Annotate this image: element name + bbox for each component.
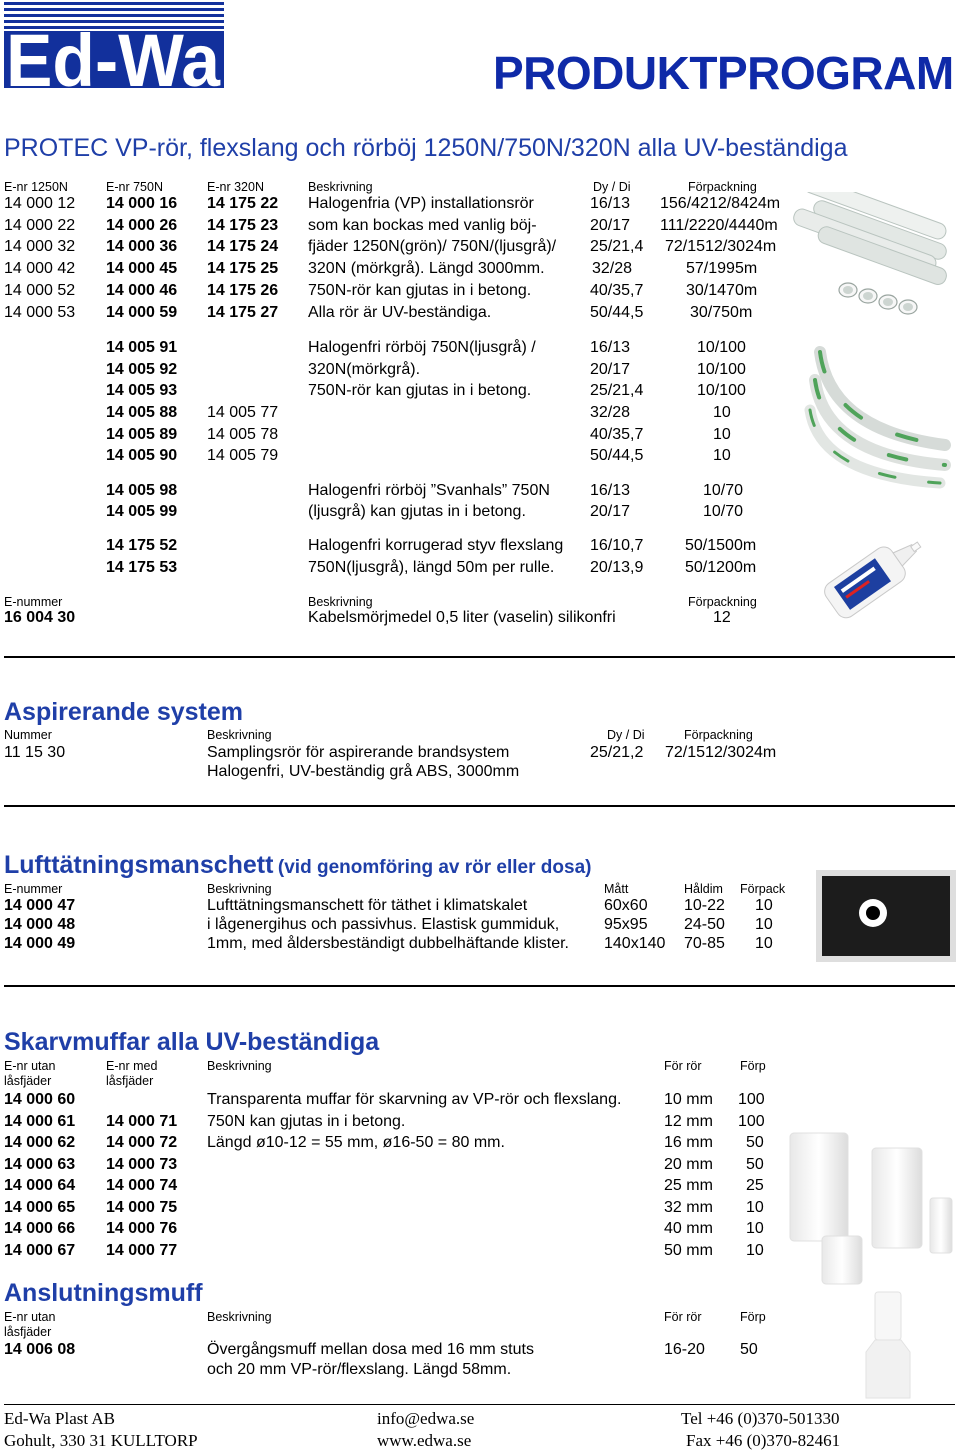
sealing-sleeve-image [816,870,956,962]
description: Halogenfri rörböj 750N(ljusgrå) / [308,339,536,356]
enr-320n: 14 175 25 [207,260,279,277]
for-pipe: 40 mm [664,1220,713,1237]
enr-750n: 14 000 59 [106,304,178,321]
footer-address: Gohult, 330 31 KULLTORP [4,1431,198,1450]
col-header: Förp [740,1310,766,1324]
size: 140x140 [604,935,666,952]
section-divider [4,985,955,987]
for-pipe: 25 mm [664,1177,713,1194]
enr-750n: 14 000 46 [106,282,178,299]
section-divider [4,805,955,807]
col-header: låsfjäder [4,1325,52,1339]
enr-with: 14 000 74 [106,1177,178,1194]
enr-without: 14 000 62 [4,1134,76,1151]
packaging: 12 [713,609,731,626]
enr-320n: 14 175 22 [207,195,279,212]
packaging: 10/100 [697,382,746,399]
enr-320n: 14 175 24 [207,238,279,255]
dimension: 40/35,7 [590,282,644,299]
col-header: Beskrivning [207,1059,272,1073]
packaging: 10 [713,447,731,464]
description: 750N-rör kan gjutas in i betong. [308,382,532,399]
hole-dimension: 70-85 [684,935,725,952]
enr-750n: 14 005 92 [106,361,178,378]
luft-section-heading [4,851,591,880]
dimension: 16/13 [590,339,631,356]
enr-1250n: 14 000 32 [4,238,76,255]
enr: 14 006 08 [4,1341,76,1358]
packaging: 10 [746,1242,764,1259]
col-header: E-nr utan [4,1059,56,1073]
col-header: Mått [604,882,629,896]
footer-fax: Fax +46 (0)370-82461 [686,1431,841,1450]
col-header: låsfjäder [106,1074,154,1088]
enr: 14 005 98 [106,482,178,499]
enr-1250n: 14 000 53 [4,304,76,321]
enr-1250n: 14 000 12 [4,195,76,212]
packaging: 10 [755,935,773,952]
svg-text:Ed-Wa: Ed-Wa [6,19,221,88]
footer-phone: Tel +46 (0)370-501330 [681,1409,840,1428]
description: Samplingsrör för aspirerande brandsystem [207,744,510,761]
size: 60x60 [604,897,648,914]
dimension: 25/21,2 [590,744,644,761]
enr: 14 005 99 [106,503,178,520]
skarv-section-title: Skarvmuffar alla UV-beständiga [4,1028,380,1056]
description: 750N-rör kan gjutas in i betong. [308,282,532,299]
enr-320n: 14 175 26 [207,282,279,299]
description-continued: och 20 mm VP-rör/flexslang. Längd 58mm. [207,1361,512,1378]
dimension: 25/21,4 [590,238,644,255]
for-pipe: 16 mm [664,1134,713,1151]
dimension: 32/28 [590,404,631,421]
description: 320N (mörkgrå). Längd 3000mm. [308,260,545,277]
col-header: Beskrivning [207,1310,272,1324]
section-divider [4,656,955,658]
for-pipe: 50 mm [664,1242,713,1259]
description: som kan bockas med vanlig böj- [308,217,537,234]
packaging: 100 [738,1113,765,1130]
enr-320n: 14 005 79 [207,447,279,464]
description: Halogenfri rörböj ”Svanhals” 750N [308,482,550,499]
col-header: Beskrivning [308,180,373,194]
packaging: 10 [713,404,731,421]
enr-without: 14 000 60 [4,1091,76,1108]
enr-with: 14 000 76 [106,1220,178,1237]
col-header: Beskrivning [207,728,272,742]
dimension: 20/17 [590,361,631,378]
enr-with: 14 000 75 [106,1199,178,1216]
enr-320n: 14 005 78 [207,426,279,443]
enr-without: 14 000 67 [4,1242,76,1259]
for-pipe: 12 mm [664,1113,713,1130]
dimension: 20/17 [590,217,631,234]
enr-1250n: 14 000 22 [4,217,76,234]
col-header: E-nr 750N [106,180,163,194]
col-header: För rör [664,1059,702,1073]
col-header: Förp [740,1059,766,1073]
col-header: E-nr med [106,1059,158,1073]
description: Transparenta muffar för skarvning av VP-rör och flexslang. [207,1091,622,1108]
enr-320n: 14 175 23 [207,217,279,234]
col-header: E-nummer [4,882,63,896]
packaging: 72/1512/3024m [665,744,777,761]
enr-750n: 14 005 93 [106,382,178,399]
col-header: E-nr utan [4,1310,56,1324]
adapter-sleeve-image [858,1290,918,1402]
enr-320n: 14 175 27 [207,304,279,321]
description: Övergångsmuff mellan dosa med 16 mm stuts [207,1341,534,1358]
packaging: 50 [746,1156,764,1173]
enr-without: 14 000 65 [4,1199,76,1216]
dimension: 50/44,5 [590,304,644,321]
enr-with: 14 000 72 [106,1134,178,1151]
enr-without: 14 000 61 [4,1113,76,1130]
packaging: 50 [740,1341,758,1358]
for-pipe: 20 mm [664,1156,713,1173]
dimension: 16/13 [590,195,631,212]
packaging: 25 [746,1177,764,1194]
enr-1250n: 14 000 42 [4,260,76,277]
col-header: Förpackning [688,595,757,609]
description: Lufttätningsmanschett för täthet i klimatskalet [207,897,528,914]
description: 750N(ljusgrå), längd 50m per rulle. [308,559,555,576]
packaging: 50/1500m [685,537,757,554]
col-header: låsfjäder [4,1074,52,1088]
packaging: 10/100 [697,361,746,378]
description-continued: Halogenfri, UV-beständig grå ABS, 3000mm [207,763,520,780]
enr: 14 000 48 [4,916,76,933]
packaging: 30/750m [690,304,753,321]
description: Halogenfri korrugerad styv flexslang [308,537,564,554]
enr-750n: 14 000 26 [106,217,178,234]
col-header: E-nummer [4,595,63,609]
description: 1mm, med åldersbeständigt dubbelhäftande klister. [207,935,569,952]
col-header: För rör [664,1310,702,1324]
description: Halogenfria (VP) installationsrör [308,195,534,212]
hole-dimension: 24-50 [684,916,725,933]
col-header: Dy / Di [593,180,631,194]
col-header: Håldim [684,882,723,896]
enr-750n: 14 000 36 [106,238,178,255]
col-header: Beskrivning [207,882,272,896]
for-pipe: 32 mm [664,1199,713,1216]
col-header: Dy / Di [607,728,645,742]
enr-without: 14 000 64 [4,1177,76,1194]
enr-750n: 14 005 89 [106,426,178,443]
lubricant-bottle-image [812,525,932,625]
protec-section-title: PROTEC VP-rör, flexslang och rörböj 1250N/750N/320N alla UV-beständiga [4,134,848,162]
packaging: 10/70 [703,503,744,520]
company-logo [4,2,224,88]
col-header: Beskrivning [308,595,373,609]
enr-with: 14 000 71 [106,1113,178,1130]
luft-section-title: Lufttätningsmanschett [4,851,274,879]
page-title: PRODUKTPROGRAM [493,47,954,99]
packaging: 57/1995m [686,260,758,277]
footer-divider [4,1404,955,1405]
enr-320n: 14 005 77 [207,404,279,421]
aspirerande-section-title: Aspirerande system [4,698,244,726]
dimension: 20/13,9 [590,559,644,576]
col-header: Nummer [4,728,52,742]
packaging: 10 [746,1199,764,1216]
dimension: 40/35,7 [590,426,644,443]
for-pipe: 16-20 [664,1341,705,1358]
description: 750N kan gjutas in i betong. [207,1113,406,1130]
footer-website[interactable]: www.edwa.se [377,1431,472,1450]
packaging: 10/100 [697,339,746,356]
description: Kabelsmörjmedel 0,5 liter (vaselin) silikonfri [308,609,616,626]
description: (ljusgrå) kan gjutas in i betong. [308,503,526,520]
description: Alla rör är UV-beständiga. [308,304,492,321]
dimension: 50/44,5 [590,447,644,464]
enr: 11 15 30 [4,744,66,761]
packaging: 50 [746,1134,764,1151]
description: 320N(mörkgrå). [308,361,421,378]
packaging: 111/2220/4440m [660,217,778,234]
enr: 16 004 30 [4,609,76,626]
enr-without: 14 000 66 [4,1220,76,1237]
dimension: 16/10,7 [590,537,644,554]
col-header: Förpackning [688,180,757,194]
description: i lågenergihus och passivhus. Elastisk gummiduk, [207,916,560,933]
col-header: Förpackning [684,728,753,742]
enr-750n: 14 000 16 [106,195,178,212]
coupling-sleeves-image [782,1128,957,1288]
dimension: 20/17 [590,503,631,520]
pipe-bundle-image [790,192,955,322]
enr-750n: 14 000 45 [106,260,178,277]
enr-with: 14 000 77 [106,1242,178,1259]
enr-750n: 14 005 88 [106,404,178,421]
packaging: 10 [755,916,773,933]
footer-company: Ed-Wa Plast AB [4,1409,116,1428]
packaging: 100 [738,1091,765,1108]
packaging: 50/1200m [685,559,757,576]
packaging: 30/1470m [686,282,758,299]
col-header: E-nr 1250N [4,180,68,194]
luft-section-subtitle: (vid genomföring av rör eller dosa) [277,857,592,878]
anslutning-section-title: Anslutningsmuff [4,1279,203,1307]
size: 95x95 [604,916,648,933]
packaging: 72/1512/3024m [665,238,777,255]
packaging: 10 [713,426,731,443]
dimension: 32/28 [592,260,633,277]
description: fjäder 1250N(grön)/ 750N/(ljusgrå)/ [308,238,557,255]
enr: 14 175 52 [106,537,178,554]
footer-email[interactable]: info@edwa.se [377,1409,475,1428]
dimension: 25/21,4 [590,382,644,399]
packaging: 156/4212/8424m [660,195,781,212]
packaging: 10/70 [703,482,744,499]
enr: 14 175 53 [106,559,178,576]
enr-1250n: 14 000 52 [4,282,76,299]
enr: 14 000 49 [4,935,76,952]
dimension: 16/13 [590,482,631,499]
enr-without: 14 000 63 [4,1156,76,1173]
col-header: Förpack [740,882,786,896]
enr-with: 14 000 73 [106,1156,178,1173]
packaging: 10 [746,1220,764,1237]
packaging: 10 [755,897,773,914]
col-header: E-nr 320N [207,180,264,194]
enr-750n: 14 005 90 [106,447,178,464]
enr-750n: 14 005 91 [106,339,178,356]
for-pipe: 10 mm [664,1091,713,1108]
hole-dimension: 10-22 [684,897,725,914]
pipe-bend-image [800,340,960,490]
enr: 14 000 47 [4,897,76,914]
description: Längd ø10-12 = 55 mm, ø16-50 = 80 mm. [207,1134,505,1151]
